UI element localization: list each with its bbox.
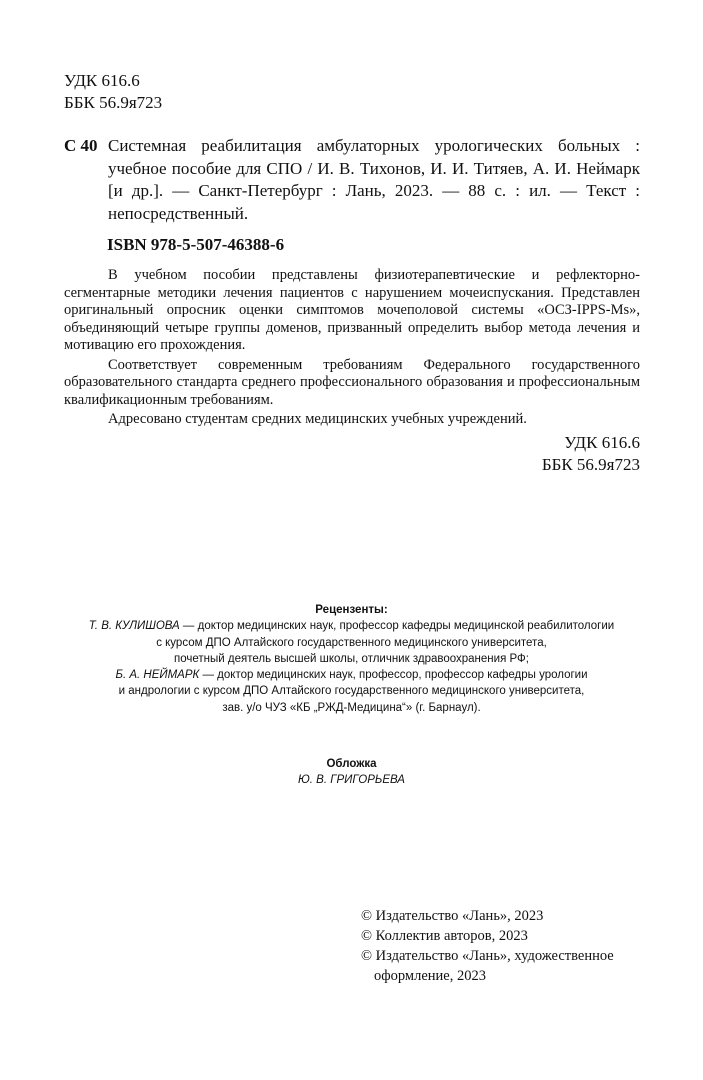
catalog-entry bbox=[64, 135, 640, 225]
cover-credit bbox=[0, 756, 703, 788]
bbk-code: ББК 56.9я723 bbox=[541, 455, 640, 474]
classification-top bbox=[64, 70, 162, 114]
reviewer-1-line: почетный деятель высшей школы, отличник здравоохранения РФ; bbox=[174, 652, 529, 665]
reviewer-2 bbox=[0, 667, 703, 683]
annotation-paragraph: Адресовано студентам средних медицинских учебных учреждений. bbox=[108, 411, 527, 427]
reviewers-block bbox=[0, 602, 703, 716]
reviewer-1-line: — доктор медицинских наук, профессор кафедры медицинской реабилитологии bbox=[179, 620, 615, 633]
reviewer-1-name: Т. В. КУЛИШОВА bbox=[88, 620, 180, 633]
author-mark: С 40 bbox=[64, 136, 98, 155]
isbn: ISBN 978-5-507-46388-6 bbox=[107, 235, 285, 254]
copyright-block bbox=[361, 906, 614, 986]
bibliographic-description: Системная реабилитация амбулаторных урологических больных : учебное пособие для СПО / И. В. Тихонов, И. И. Титяев, А. И. Неймарк [и др.]. — Санкт-Петербург : Лань, 2023. — 88 с. : ил. — Текст : непосредственный. bbox=[108, 136, 640, 223]
annotation-paragraph: В учебном пособии представлены физиотерапевтические и рефлекторно-сегментарные методики лечения пациентов с нарушением мочеиспускания. Представлен оригинальный опросник оценки симптомов мочеполовой системы «ОСЗ-IPPS-Ms», объединяющий четыре группы доменов, призванный определить выбор метода лечения и мотивацию его прохождения. bbox=[64, 267, 640, 353]
cover-heading: Обложка bbox=[326, 758, 377, 770]
reviewer-2-line: зав. у/о ЧУЗ «КБ „РЖД-Медицина“» (г. Барнаул). bbox=[222, 701, 481, 714]
udk-code: УДК 616.6 bbox=[564, 433, 640, 452]
reviewers-heading: Рецензенты: bbox=[315, 604, 388, 616]
reviewer-2-name: Б. А. НЕЙМАРК bbox=[115, 669, 200, 682]
cover-designer: Ю. В. ГРИГОРЬЕВА bbox=[298, 774, 405, 786]
reviewer-2-line: и андрологии с курсом ДПО Алтайского государственного медицинского университета, bbox=[118, 685, 585, 698]
copyright-line: © Коллектив авторов, 2023 bbox=[361, 928, 528, 944]
reviewer-2-line: — доктор медицинских наук, профессор, профессор кафедры урологии bbox=[199, 669, 588, 682]
copyright-line: © Издательство «Лань», художественное bbox=[361, 948, 614, 964]
bbk-code: ББК 56.9я723 bbox=[64, 93, 163, 112]
annotation bbox=[64, 267, 640, 431]
copyright-line: оформление, 2023 bbox=[374, 968, 486, 984]
classification-bottom bbox=[542, 432, 640, 476]
annotation-paragraph: Соответствует современным требованиям Федерального государственного образовательного стандарта среднего профессионального образования и профессиональным квалификационным требованиям. bbox=[64, 356, 640, 408]
reviewer-1-line: с курсом ДПО Алтайского государственного медицинского университета, bbox=[156, 636, 547, 649]
reviewer-1 bbox=[0, 618, 703, 634]
copyright-line: © Издательство «Лань», 2023 bbox=[361, 908, 544, 924]
udk-code: УДК 616.6 bbox=[64, 71, 140, 90]
